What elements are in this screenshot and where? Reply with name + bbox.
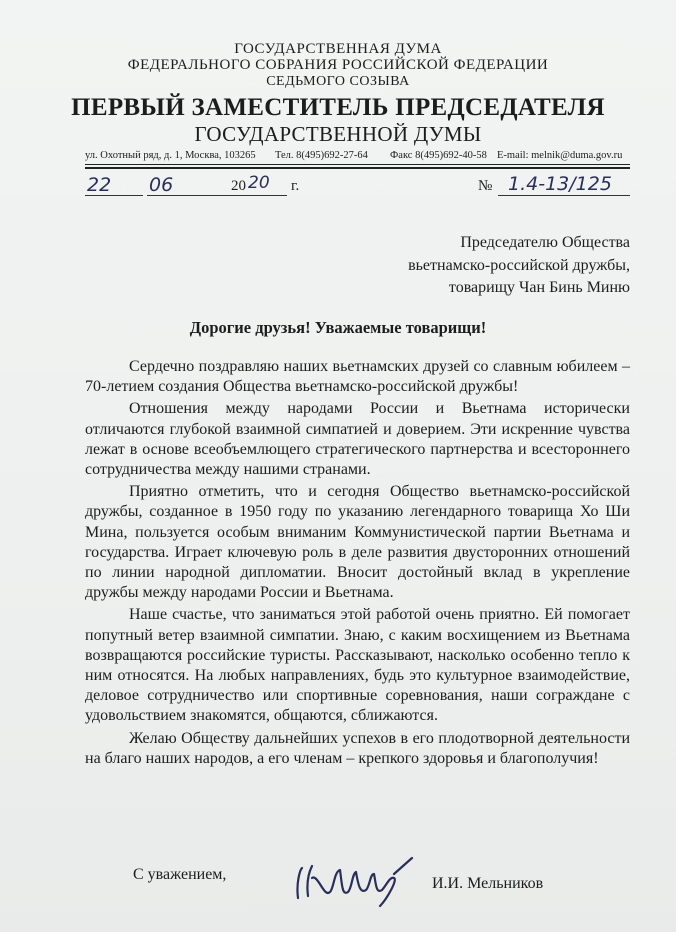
paragraph: Отношения между народами России и Вьетнама исторически отличаются глубокой взаимной симпатией и доверием. Эти искренние чувства лежат в основе всеобъемлющего стратегического партнерства и всестороннего сотрудничества между нашими странами. xyxy=(85,400,630,479)
letterhead-title-2: ГОСУДАРСТВЕННОЙ ДУМЫ xyxy=(194,122,482,146)
contact-fax: Факс 8(495)692-40-58 xyxy=(390,150,487,161)
contact-phone: Тел. 8(495)692-27-64 xyxy=(275,150,368,161)
date-year-prefix: 20 xyxy=(231,178,246,194)
contact-address: ул. Охотный ряд, д. 1, Москва, 103265 xyxy=(85,150,256,161)
date-year-suffix: 20 xyxy=(248,173,270,193)
number-field xyxy=(478,173,630,198)
date-g: г. xyxy=(291,178,300,194)
letter-body xyxy=(85,357,630,769)
contact-email: E-mail: melnik@duma.gov.ru xyxy=(497,150,623,161)
paragraph: Сердечно поздравляю наших вьетнамских друзей со славным юбилеем – 70-летием создания Общества вьетнамско-российской дружбы! xyxy=(85,358,630,396)
number-value: 1.4-13/125 xyxy=(508,173,612,195)
greeting: Дорогие друзья! Уважаемые товарищи! xyxy=(189,318,487,337)
paragraph: Наше счастье, что заниматься этой работой очень приятно. Ей помогает попутный ветер взаимной симпатии. Знаю, с каким восхищением из Вьетнама возвращаются российские туристы. Рассказывают, насколько особенно тепло к ним относятся. На любых направлениях, будь это культурное взаимодействие, деловое сотрудничество или спортивные соревнования, наши сограждане с удовольствием знакомятся, общаются, сближаются. xyxy=(85,606,630,725)
header-rule-thick xyxy=(85,167,630,169)
addressee-line-3: товарищу Чан Бинь Миню xyxy=(448,279,630,296)
paragraph: Желаю Обществу дальнейших успехов в его плодотворной деятельности на благо наших народов, а его членам – крепкого здоровья и благополучия! xyxy=(85,729,630,767)
letterhead-title-1: ПЕРВЫЙ ЗАМЕСТИТЕЛЬ ПРЕДСЕДАТЕЛЯ xyxy=(71,94,605,121)
addressee-line-2: вьетнамско-российской дружбы, xyxy=(408,256,630,274)
paragraph: Приятно отметить, что и сегодня Общество вьетнамско-российской дружбы, созданное в 1950 году по указанию легендарного товарища Хо Ши Мина, пользуется особым вниманим Коммунистической партии Вьетнама и государства. Играет ключевую роль в деле развития двусторонних отношений по линии народной дипломатии. Вносит достойный вклад в укрепление дружбы между народами России и Вьетнама. xyxy=(85,483,630,602)
header-rule-thin xyxy=(85,164,630,165)
letterhead-line-2: ФЕДЕРАЛЬНОГО СОБРАНИЯ РОССИЙСКОЙ ФЕДЕРАЦИИ xyxy=(127,57,549,73)
signature-image xyxy=(290,848,430,908)
addressee-line-1: Председателю Общества xyxy=(460,234,630,251)
letterhead-line-3: СЕДЬМОГО СОЗЫВА xyxy=(266,74,410,89)
date-month: 06 xyxy=(149,174,174,196)
number-symbol: № xyxy=(478,178,493,194)
letterhead-line-1: ГОСУДАРСТВЕННАЯ ДУМА xyxy=(234,41,442,57)
closing-text: С уважением, xyxy=(133,866,227,883)
signatory-name: И.И. Мельников xyxy=(432,875,544,892)
date-day: 22 xyxy=(87,174,112,196)
addressee-block xyxy=(408,232,630,300)
date-field xyxy=(85,173,315,198)
